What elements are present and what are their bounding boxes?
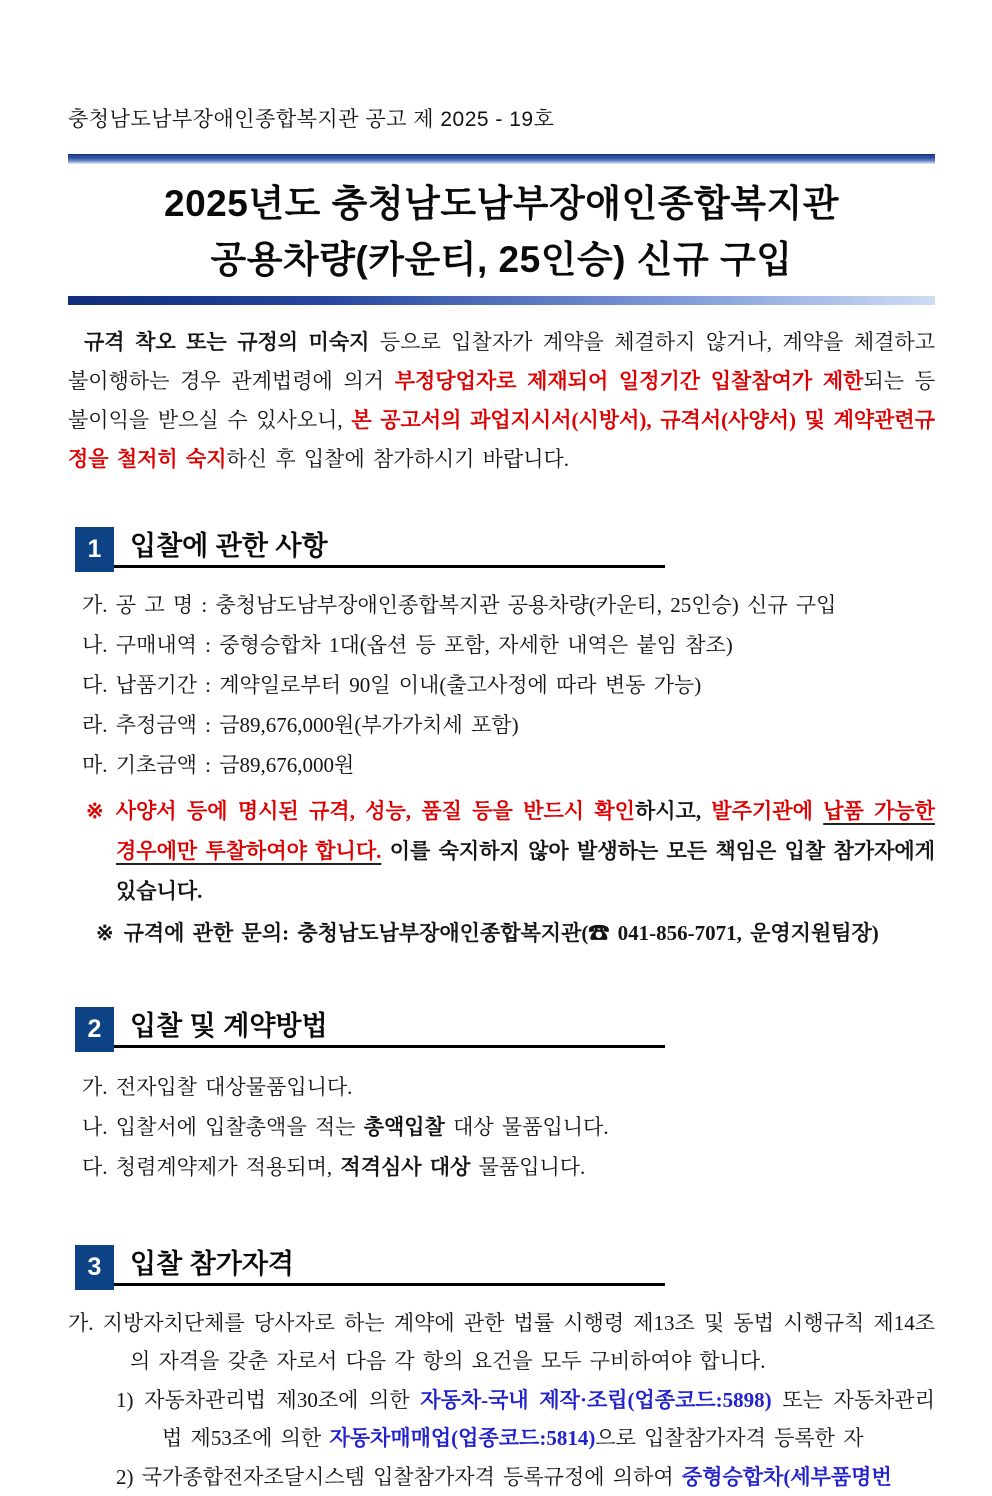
intro-text-1: 등으로 입찰자가 계약을 체결하지 않거나, 계약을 체결하고 불이행하는 경우 관계법령에 의거: [68, 330, 935, 393]
header-divider-bar: [68, 154, 935, 164]
item-b-text: 나. 입찰서에 입찰총액을 적는: [82, 1115, 364, 1139]
section-3-body: [68, 1304, 935, 1496]
list-item-notice-name: 가. 공 고 명 : 충청남도남부장애인종합복지관 공용차량(카운티, 25인승) 신규 구입: [82, 593, 837, 617]
section-2-title-underline: [114, 1007, 665, 1048]
section-3-number-badge: 3: [75, 1245, 114, 1290]
intro-text-2: 되는 등 불이익을 받으실 수 있사오니,: [68, 369, 935, 432]
title-divider-bar: [68, 296, 935, 305]
list-item-electronic-bid: 가. 전자입찰 대상물품입니다.: [82, 1075, 353, 1099]
intro-paragraph: [68, 323, 935, 479]
reference-mark: ※: [96, 921, 114, 945]
warning-red-underlined: 납품 가능한 경우에만 투찰하여야 합니다.: [116, 799, 935, 863]
section-1-items: [68, 585, 935, 785]
warning-black-1: 하시고,: [634, 799, 712, 823]
item-b-bold: 총액입찰: [363, 1115, 445, 1139]
list-item-total-amount-bid: [82, 1107, 935, 1147]
intro-warning-1: 부정당업자로 제재되어 일정기간 입찰참여가 제한: [394, 369, 864, 393]
notice-number-line: 충청남도남부장애인종합복지관 공고 제 2025 - 19호: [68, 108, 555, 131]
section-2-number-badge: 2: [75, 1007, 114, 1052]
section-3-title: 입찰 참가자격: [130, 1249, 294, 1279]
section-1-title: 입찰에 관한 사항: [130, 531, 328, 561]
item-c-text-post: 물품입니다.: [470, 1155, 586, 1179]
section-2-items: [68, 1067, 935, 1187]
list-item-purchase-detail: 나. 구매내역 : 중형승합차 1대(옵션 등 포함, 자세한 내역은 붙임 참조): [82, 633, 733, 657]
warning-note: [68, 791, 935, 911]
list-item-delivery-period: 다. 납품기간 : 계약일로부터 90일 이내(출고사정에 따라 변동 가능): [82, 673, 702, 697]
sub2-item-code: 중형승합차(세부품명번: [681, 1465, 892, 1489]
item-c-text: 다. 청렴계약제가 적용되며,: [82, 1155, 341, 1179]
document-title: [68, 176, 935, 288]
sub1-text-mid: 또는 자동차관리법 제53조에 의한: [162, 1388, 935, 1450]
item-c-bold: 적격심사 대상: [340, 1155, 471, 1179]
sub1-text: 1) 자동차관리법 제30조에 의한: [116, 1388, 421, 1412]
eligibility-sub-1: [68, 1381, 935, 1457]
warning-red-1: 사양서 등에 명시된 규격, 성능, 품질 등을 반드시 확인: [115, 799, 635, 823]
warning-red-2: 발주기관에: [711, 799, 824, 823]
intro-text-3: 하신 후 입찰에 참가하시기 바랍니다.: [226, 447, 570, 471]
list-item-estimated-amount: 라. 추정금액 : 금89,676,000원(부가가치세 포함): [82, 713, 519, 737]
eligibility-sub-2: [68, 1458, 935, 1496]
section-1-number-badge: 1: [75, 527, 114, 572]
item-b-text-post: 대상 물품입니다.: [444, 1115, 609, 1139]
section-1-header: [75, 527, 665, 572]
sub1-text-post: 으로 입찰참가자격 등록한 자: [595, 1426, 864, 1450]
sub1-industry-code-1: 자동차-국내 제작·조립(업종코드:5898): [420, 1388, 772, 1412]
section-2-title: 입찰 및 계약방법: [130, 1011, 328, 1041]
title-line-2: 공용차량(카운티, 25인승) 신규 구입: [210, 239, 793, 280]
section-2-header: [75, 1007, 665, 1052]
contact-text: 규격에 관한 문의: 충청남도남부장애인종합복지관(: [123, 921, 589, 945]
contact-note: [68, 913, 935, 953]
intro-bold-lead: 규격 착오 또는 규정의 미숙지: [84, 330, 370, 354]
phone-icon: ☎: [588, 921, 610, 945]
list-item-base-amount: 마. 기초금액 : 금89,676,000원: [82, 753, 355, 777]
sub1-industry-code-2: 자동차매매업(업종코드:5814): [329, 1426, 596, 1450]
intro-warning-2: 본 공고서의 과업지시서(시방서), 규격서(사양서) 및 계약관련규정을 철저히 숙지: [68, 408, 935, 471]
warning-black-2: 이를 숙지하지 않아 발생하는 모든 책임은 입찰 참가자에게 있습니다.: [116, 839, 935, 903]
section-3-title-underline: [114, 1245, 665, 1286]
section-3-header: [75, 1245, 665, 1290]
reference-mark: ※: [86, 799, 106, 823]
eligibility-paragraph: 가. 지방자치단체를 당사자로 하는 계약에 관한 법률 시행령 제13조 및 동법 시행규칙 제14조의 자격을 갖춘 자로서 다음 각 항의 요건을 모두 구비하여야 합니다.: [68, 1311, 935, 1373]
title-line-1: 2025년도 충청남도남부장애인종합복지관: [164, 183, 839, 224]
contact-phone-number: 041-856-7071, 운영지원팀장): [609, 921, 879, 945]
sub2-text: 2) 국가종합전자조달시스템 입찰참가자격 등록규정에 의하여: [116, 1465, 682, 1489]
section-1-title-underline: [114, 527, 665, 568]
list-item-qualification-review: [82, 1147, 935, 1187]
